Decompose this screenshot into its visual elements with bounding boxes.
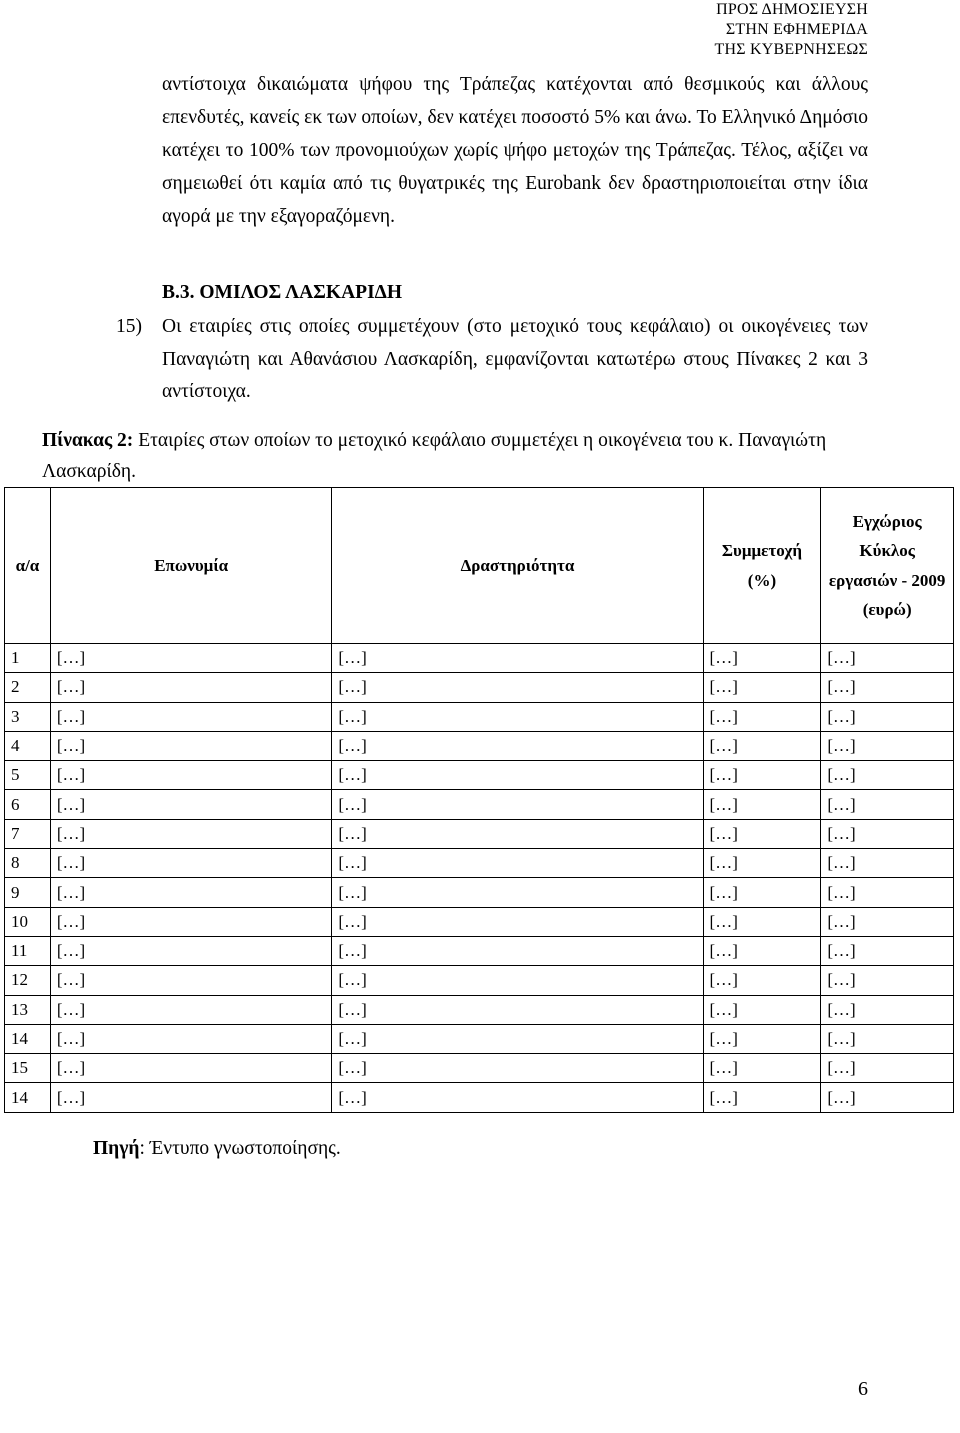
cell-share: […] <box>703 849 821 878</box>
cell-turnover: […] <box>821 878 954 907</box>
cell-aa: 8 <box>5 849 51 878</box>
cell-name: […] <box>50 849 332 878</box>
cell-share: […] <box>703 966 821 995</box>
cell-share: […] <box>703 995 821 1024</box>
table-caption-text: Εταιρίες στων οποίων το μετοχικό κεφάλαιο συμμετέχει η οικογένεια του κ. Παναγιώτη Λασκαρίδη. <box>42 430 827 482</box>
cell-activity: […] <box>332 1024 703 1053</box>
cell-name: […] <box>50 731 332 760</box>
paragraph-text: Οι εταιρίες στις οποίες συμμετέχουν (στο μετοχικό τους κεφάλαιο) οι οικογένειες των Παναγιώτη και Αθανάσιου Λασκαρίδη, εμφανίζονται κατωτέρω στους Πίνακες 2 και 3 αντίστοιχα. <box>162 316 868 402</box>
cell-aa: 5 <box>5 761 51 790</box>
table-row <box>5 936 954 965</box>
cell-share: […] <box>703 1083 821 1112</box>
table-body <box>5 644 954 1113</box>
header-line-3: ΤΗΣ ΚΥΒΕΡΝΗΣΕΩΣ <box>714 41 868 58</box>
cell-turnover: […] <box>821 819 954 848</box>
section-heading: Β.3. ΟΜΙΛΟΣ ΛΑΣΚΑΡΙΔΗ <box>162 282 403 303</box>
cell-share: […] <box>703 878 821 907</box>
cell-name: […] <box>50 702 332 731</box>
cell-activity: […] <box>332 761 703 790</box>
cell-name: […] <box>50 936 332 965</box>
cell-aa: 14 <box>5 1024 51 1053</box>
cell-activity: […] <box>332 1083 703 1112</box>
cell-share: […] <box>703 673 821 702</box>
cell-share: […] <box>703 790 821 819</box>
cell-activity: […] <box>332 673 703 702</box>
cell-activity: […] <box>332 644 703 673</box>
cell-aa: 15 <box>5 1054 51 1083</box>
intro-paragraph: αντίστοιχα δικαιώματα ψήφου της Τράπεζας κατέχονται από θεσμικούς και άλλους επενδυτές, κανείς εκ των οποίων, δεν κατέχει ποσοστό 5% και άνω. Το Ελληνικό Δημόσιο κατέχει το 100% των προνομιούχων χωρίς ψήφο μετοχών της Τράπεζας. Τέλος, αξίζει να σημειωθεί ότι καμία από τις θυγατρικές της Eurobank δεν δραστηριοποιείται στην ίδια αγορά με την εξαγοραζόμενη. <box>162 74 868 227</box>
cell-share: […] <box>703 644 821 673</box>
cell-aa: 14 <box>5 1083 51 1112</box>
table-row <box>5 907 954 936</box>
publication-header <box>715 0 869 60</box>
cell-turnover: […] <box>821 731 954 760</box>
numbered-paragraph <box>116 311 868 409</box>
table-row <box>5 995 954 1024</box>
cell-name: […] <box>50 790 332 819</box>
cell-share: […] <box>703 907 821 936</box>
table-row <box>5 731 954 760</box>
table-row <box>5 1054 954 1083</box>
cell-activity: […] <box>332 907 703 936</box>
cell-activity: […] <box>332 878 703 907</box>
cell-name: […] <box>50 644 332 673</box>
cell-share: […] <box>703 702 821 731</box>
cell-aa: 9 <box>5 878 51 907</box>
cell-activity: […] <box>332 1054 703 1083</box>
cell-activity: […] <box>332 849 703 878</box>
cell-turnover: […] <box>821 849 954 878</box>
header-name: Επωνυμία <box>50 488 332 644</box>
cell-turnover: […] <box>821 907 954 936</box>
cell-share: […] <box>703 1024 821 1053</box>
cell-turnover: […] <box>821 702 954 731</box>
cell-aa: 4 <box>5 731 51 760</box>
cell-name: […] <box>50 1024 332 1053</box>
cell-name: […] <box>50 1054 332 1083</box>
table-row <box>5 1024 954 1053</box>
table-header-row <box>5 488 954 644</box>
cell-turnover: […] <box>821 1024 954 1053</box>
table-source <box>93 1138 341 1160</box>
cell-aa: 12 <box>5 966 51 995</box>
cell-name: […] <box>50 673 332 702</box>
header-turnover: Εγχώριος Κύκλος εργασιών - 2009 (ευρώ) <box>821 488 954 644</box>
table-row <box>5 1083 954 1112</box>
cell-aa: 11 <box>5 936 51 965</box>
cell-activity: […] <box>332 702 703 731</box>
cell-activity: […] <box>332 790 703 819</box>
cell-share: […] <box>703 936 821 965</box>
table-row <box>5 819 954 848</box>
table-row <box>5 644 954 673</box>
source-text: : Έντυπο γνωστοποίησης. <box>139 1138 341 1159</box>
cell-turnover: […] <box>821 995 954 1024</box>
cell-turnover: […] <box>821 790 954 819</box>
table-row <box>5 878 954 907</box>
cell-activity: […] <box>332 995 703 1024</box>
header-aa: α/α <box>5 488 51 644</box>
cell-turnover: […] <box>821 1083 954 1112</box>
table-row <box>5 966 954 995</box>
cell-aa: 10 <box>5 907 51 936</box>
header-share: Συμμετοχή (%) <box>703 488 821 644</box>
header-line-2: ΣΤΗΝ ΕΦΗΜΕΡΙΔΑ <box>725 21 868 38</box>
cell-activity: […] <box>332 936 703 965</box>
table-row <box>5 761 954 790</box>
cell-activity: […] <box>332 731 703 760</box>
table-row <box>5 702 954 731</box>
header-line-1: ΠΡΟΣ ΔΗΜΟΣΙΕΥΣΗ <box>716 1 868 18</box>
paragraph-number: 15) <box>116 316 142 337</box>
cell-turnover: […] <box>821 673 954 702</box>
cell-turnover: […] <box>821 1054 954 1083</box>
cell-name: […] <box>50 819 332 848</box>
cell-name: […] <box>50 966 332 995</box>
cell-activity: […] <box>332 966 703 995</box>
cell-share: […] <box>703 1054 821 1083</box>
page-number: 6 <box>858 1378 868 1400</box>
cell-name: […] <box>50 1083 332 1112</box>
cell-name: […] <box>50 761 332 790</box>
cell-aa: 1 <box>5 644 51 673</box>
cell-aa: 3 <box>5 702 51 731</box>
cell-aa: 6 <box>5 790 51 819</box>
cell-activity: […] <box>332 819 703 848</box>
cell-aa: 13 <box>5 995 51 1024</box>
cell-share: […] <box>703 819 821 848</box>
table-caption-label: Πίνακας 2: <box>42 430 134 451</box>
source-label: Πηγή <box>93 1138 140 1159</box>
table-row <box>5 790 954 819</box>
cell-name: […] <box>50 995 332 1024</box>
table-row <box>5 849 954 878</box>
cell-turnover: […] <box>821 966 954 995</box>
cell-turnover: […] <box>821 761 954 790</box>
header-activity: Δραστηριότητα <box>332 488 703 644</box>
cell-aa: 7 <box>5 819 51 848</box>
cell-turnover: […] <box>821 644 954 673</box>
cell-turnover: […] <box>821 936 954 965</box>
cell-share: […] <box>703 761 821 790</box>
table-caption <box>42 425 872 487</box>
cell-name: […] <box>50 907 332 936</box>
cell-share: […] <box>703 731 821 760</box>
table-row <box>5 673 954 702</box>
companies-table <box>4 487 954 1113</box>
cell-name: […] <box>50 878 332 907</box>
cell-aa: 2 <box>5 673 51 702</box>
